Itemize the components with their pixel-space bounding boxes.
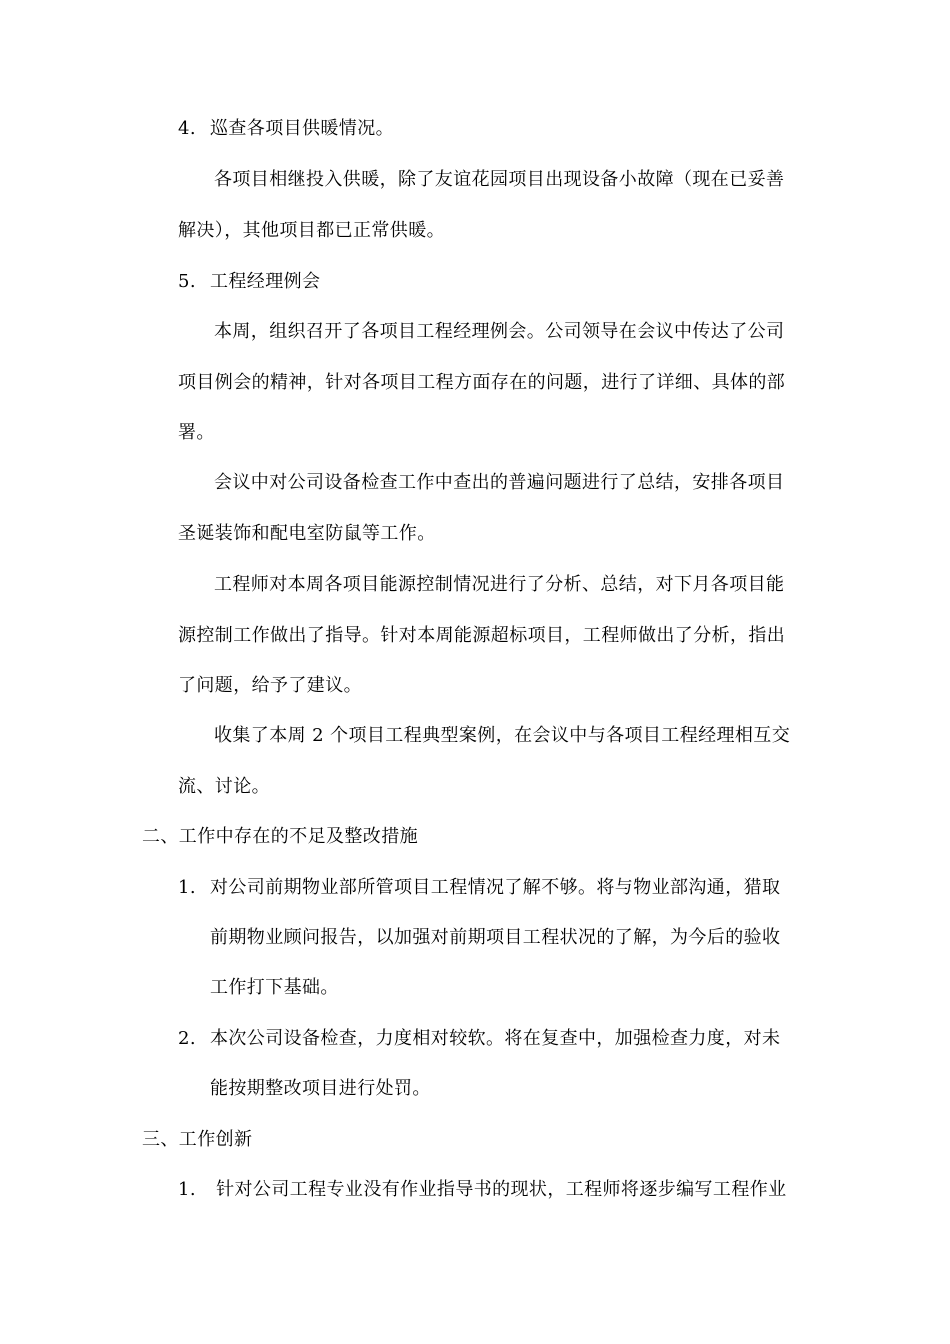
item-5-para4-line-2: 流、讨论。 bbox=[178, 776, 270, 797]
section-2-item-2-line-1 bbox=[178, 1027, 780, 1051]
item-5-para2-line-2: 圣诞装饰和配电室防鼠等工作。 bbox=[178, 523, 436, 544]
item-5-para1-line-2: 项目例会的精神，针对各项目工程方面存在的问题，进行了详细、具体的部 bbox=[178, 372, 786, 393]
item-5-heading bbox=[178, 270, 320, 294]
item-5-para3-line-3: 了问题，给予了建议。 bbox=[178, 675, 362, 696]
item-5-title: 工程经理例会 bbox=[210, 271, 321, 292]
item-4-para-line-1: 各项目相继投入供暖，除了友谊花园项目出现设备小故障（现在已妥善 bbox=[214, 169, 785, 190]
item-4-number: 4. bbox=[178, 118, 196, 139]
item-4-title: 巡查各项目供暖情况。 bbox=[210, 118, 394, 139]
item-5-para1-line-1: 本周，组织召开了各项目工程经理例会。公司领导在会议中传达了公司 bbox=[214, 321, 785, 342]
item-5-para2-line-1: 会议中对公司设备检查工作中查出的普遍问题进行了总结，安排各项目 bbox=[214, 472, 785, 493]
item-4-para-line-2: 解决），其他项目都已正常供暖。 bbox=[178, 220, 445, 241]
section-2-item-1-text: 对公司前期物业部所管项目工程情况了解不够。将与物业部沟通，猎取 bbox=[210, 877, 781, 898]
section-3-item-1-line-1 bbox=[178, 1178, 787, 1202]
section-2-item-2-number: 2. bbox=[178, 1028, 196, 1049]
item-4-heading bbox=[178, 117, 394, 141]
item-5-para1-line-3: 署。 bbox=[178, 422, 215, 443]
section-3-item-1-text: 针对公司工程专业没有作业指导书的现状，工程师将逐步编写工程作业 bbox=[210, 1179, 787, 1200]
section-2-item-1-line-2: 前期物业顾问报告，以加强对前期项目工程状况的了解，为今后的验收 bbox=[210, 927, 781, 948]
section-3-heading: 三、工作创新 bbox=[142, 1129, 253, 1150]
section-3-item-1-number: 1. bbox=[178, 1179, 196, 1200]
section-2-item-2-line-2: 能按期整改项目进行处罚。 bbox=[210, 1078, 431, 1099]
item-5-para4-line-1: 收集了本周 2 个项目工程典型案例，在会议中与各项目工程经理相互交 bbox=[214, 725, 791, 746]
item-5-para3-line-1: 工程师对本周各项目能源控制情况进行了分析、总结，对下月各项目能 bbox=[214, 574, 785, 595]
section-2-item-1-line-1 bbox=[178, 876, 780, 900]
section-2-heading: 二、工作中存在的不足及整改措施 bbox=[142, 826, 418, 847]
section-2-item-1-number: 1. bbox=[178, 877, 196, 898]
item-5-number: 5. bbox=[178, 271, 196, 292]
item-5-para3-line-2: 源控制工作做出了指导。针对本周能源超标项目，工程师做出了分析，指出 bbox=[178, 625, 786, 646]
section-2-item-2-text: 本次公司设备检查，力度相对较软。将在复查中，加强检查力度，对未 bbox=[210, 1028, 781, 1049]
section-2-item-1-line-3: 工作打下基础。 bbox=[210, 977, 339, 998]
